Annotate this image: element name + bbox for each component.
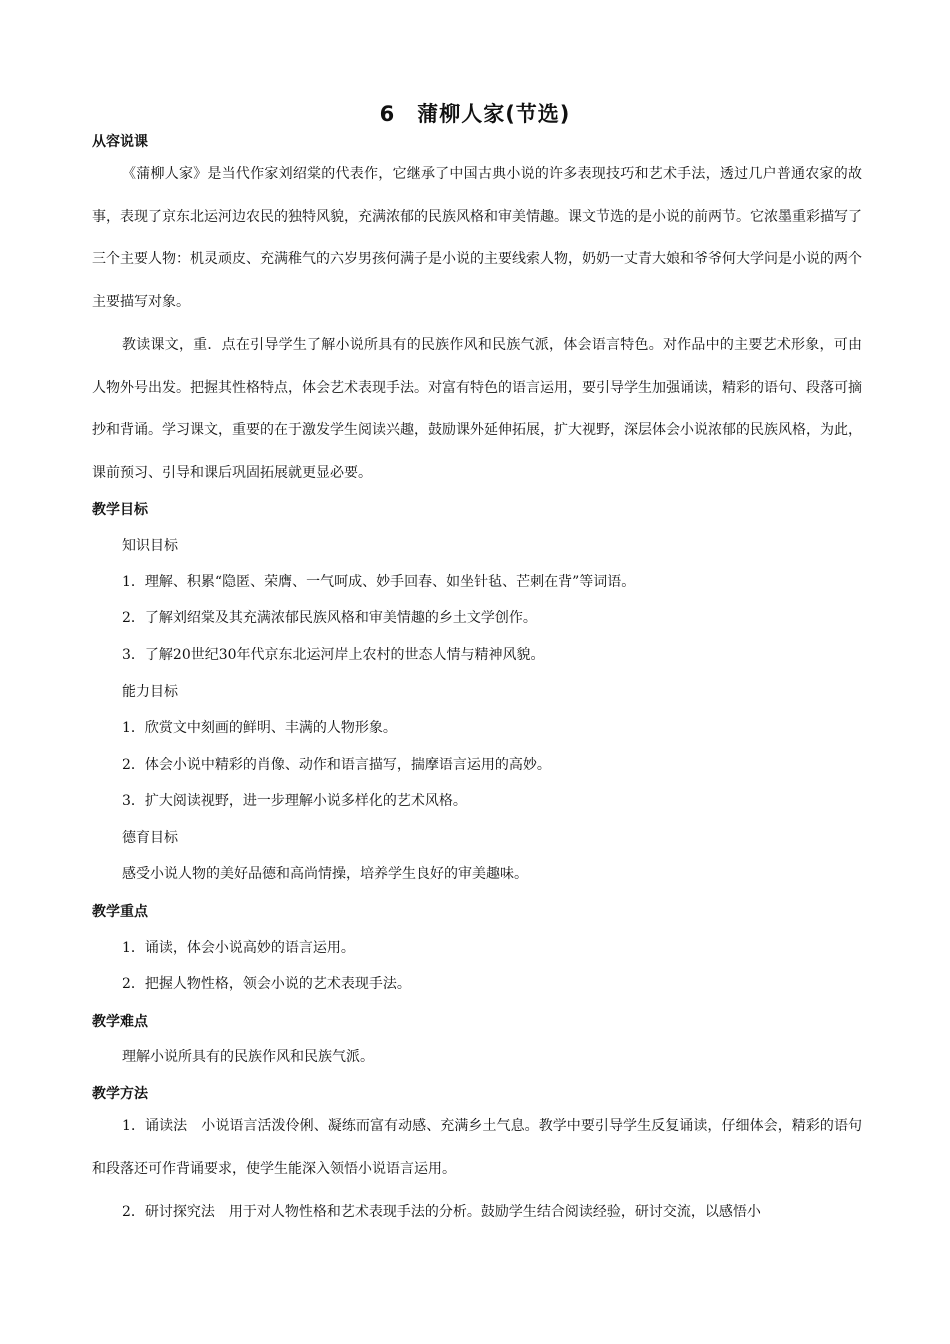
label-moral-goals: 德育目标 — [122, 830, 178, 846]
paragraph-intro-1: 《蒲柳人家》是当代作家刘绍棠的代表作，它继承了中国古典小说的许多表现技巧和艺术手法，透过几户普通农家的故事，表现了京东北运河边农民的独特风貌，充满浓郁的民族风格和审美情趣。课文节选的是小说的前两节。它浓墨重彩描写了三个主要人物：机灵顽皮、充满稚气的六岁男孩何满子是小说的主要线索人物，奶奶一丈青大娘和爷爷何大学问是小说的两个主要描写对象。 — [92, 166, 862, 311]
label-knowledge-goals: 知识目标 — [122, 538, 178, 554]
label-ability-goals: 能力目标 — [122, 684, 178, 700]
list-item: 2．体会小说中精彩的肖像、动作和语言描写，揣摩语言运用的高妙。 — [122, 757, 551, 773]
list-item: 3．扩大阅读视野，进一步理解小说多样化的艺术风格。 — [122, 793, 467, 809]
moral-goal-text: 感受小说人物的美好品德和高尚情操，培养学生良好的审美趣味。 — [122, 866, 528, 882]
list-item: 2．了解刘绍棠及其充满浓郁民族风格和审美情趣的乡土文学创作。 — [122, 610, 537, 626]
list-item: 1．诵读，体会小说高妙的语言运用。 — [122, 940, 355, 956]
heading-key-points: 教学重点 — [92, 904, 148, 920]
list-item: 1．欣赏文中刻画的鲜明、丰满的人物形象。 — [122, 720, 397, 736]
list-item: 1．理解、积累“隐匿、荣膺、一气呵成、妙手回春、如坐针毡、芒刺在背”等词语。 — [122, 574, 636, 590]
paragraph-intro-2: 教读课文，重．点在引导学生了解小说所具有的民族作风和民族气派，体会语言特色。对作品中的主要艺术形象，可由人物外号出发。把握其性格特点，体会艺术表现手法。对富有特色的语言运用，要引导学生加强诵读，精彩的语句、段落可摘抄和背诵。学习课文，重要的在于激发学生阅读兴趣，鼓励课外延伸拓展，扩大视野，深层体会小说浓郁的民族风格，为此，课前预习、引导和课后巩固拓展就更显必要。 — [92, 337, 862, 482]
paragraph-method-1: 1．诵读法 小说语言活泼伶俐、凝练而富有动感、充满乡土气息。教学中要引导学生反复诵读，仔细体会，精彩的语句和段落还可作背诵要求，使学生能深入领悟小说语言运用。 — [92, 1118, 862, 1177]
heading-difficulty: 教学难点 — [92, 1014, 148, 1030]
page-title: 6 蒲柳人家(节选) — [379, 102, 571, 126]
difficulty-text: 理解小说所具有的民族作风和民族气派。 — [122, 1049, 374, 1065]
heading-methods: 教学方法 — [92, 1086, 148, 1102]
heading-goals: 教学目标 — [92, 502, 148, 518]
list-item: 2．把握人物性格，领会小说的艺术表现手法。 — [122, 976, 411, 992]
paragraph-method-2: 2．研讨探究法 用于对人物性格和艺术表现手法的分析。鼓励学生结合阅读经验，研讨交流，以感悟小 — [122, 1204, 761, 1220]
heading-intro: 从容说课 — [92, 134, 148, 150]
list-item: 3．了解20世纪30年代京东北运河岸上农村的世态人情与精神风貌。 — [122, 647, 545, 663]
